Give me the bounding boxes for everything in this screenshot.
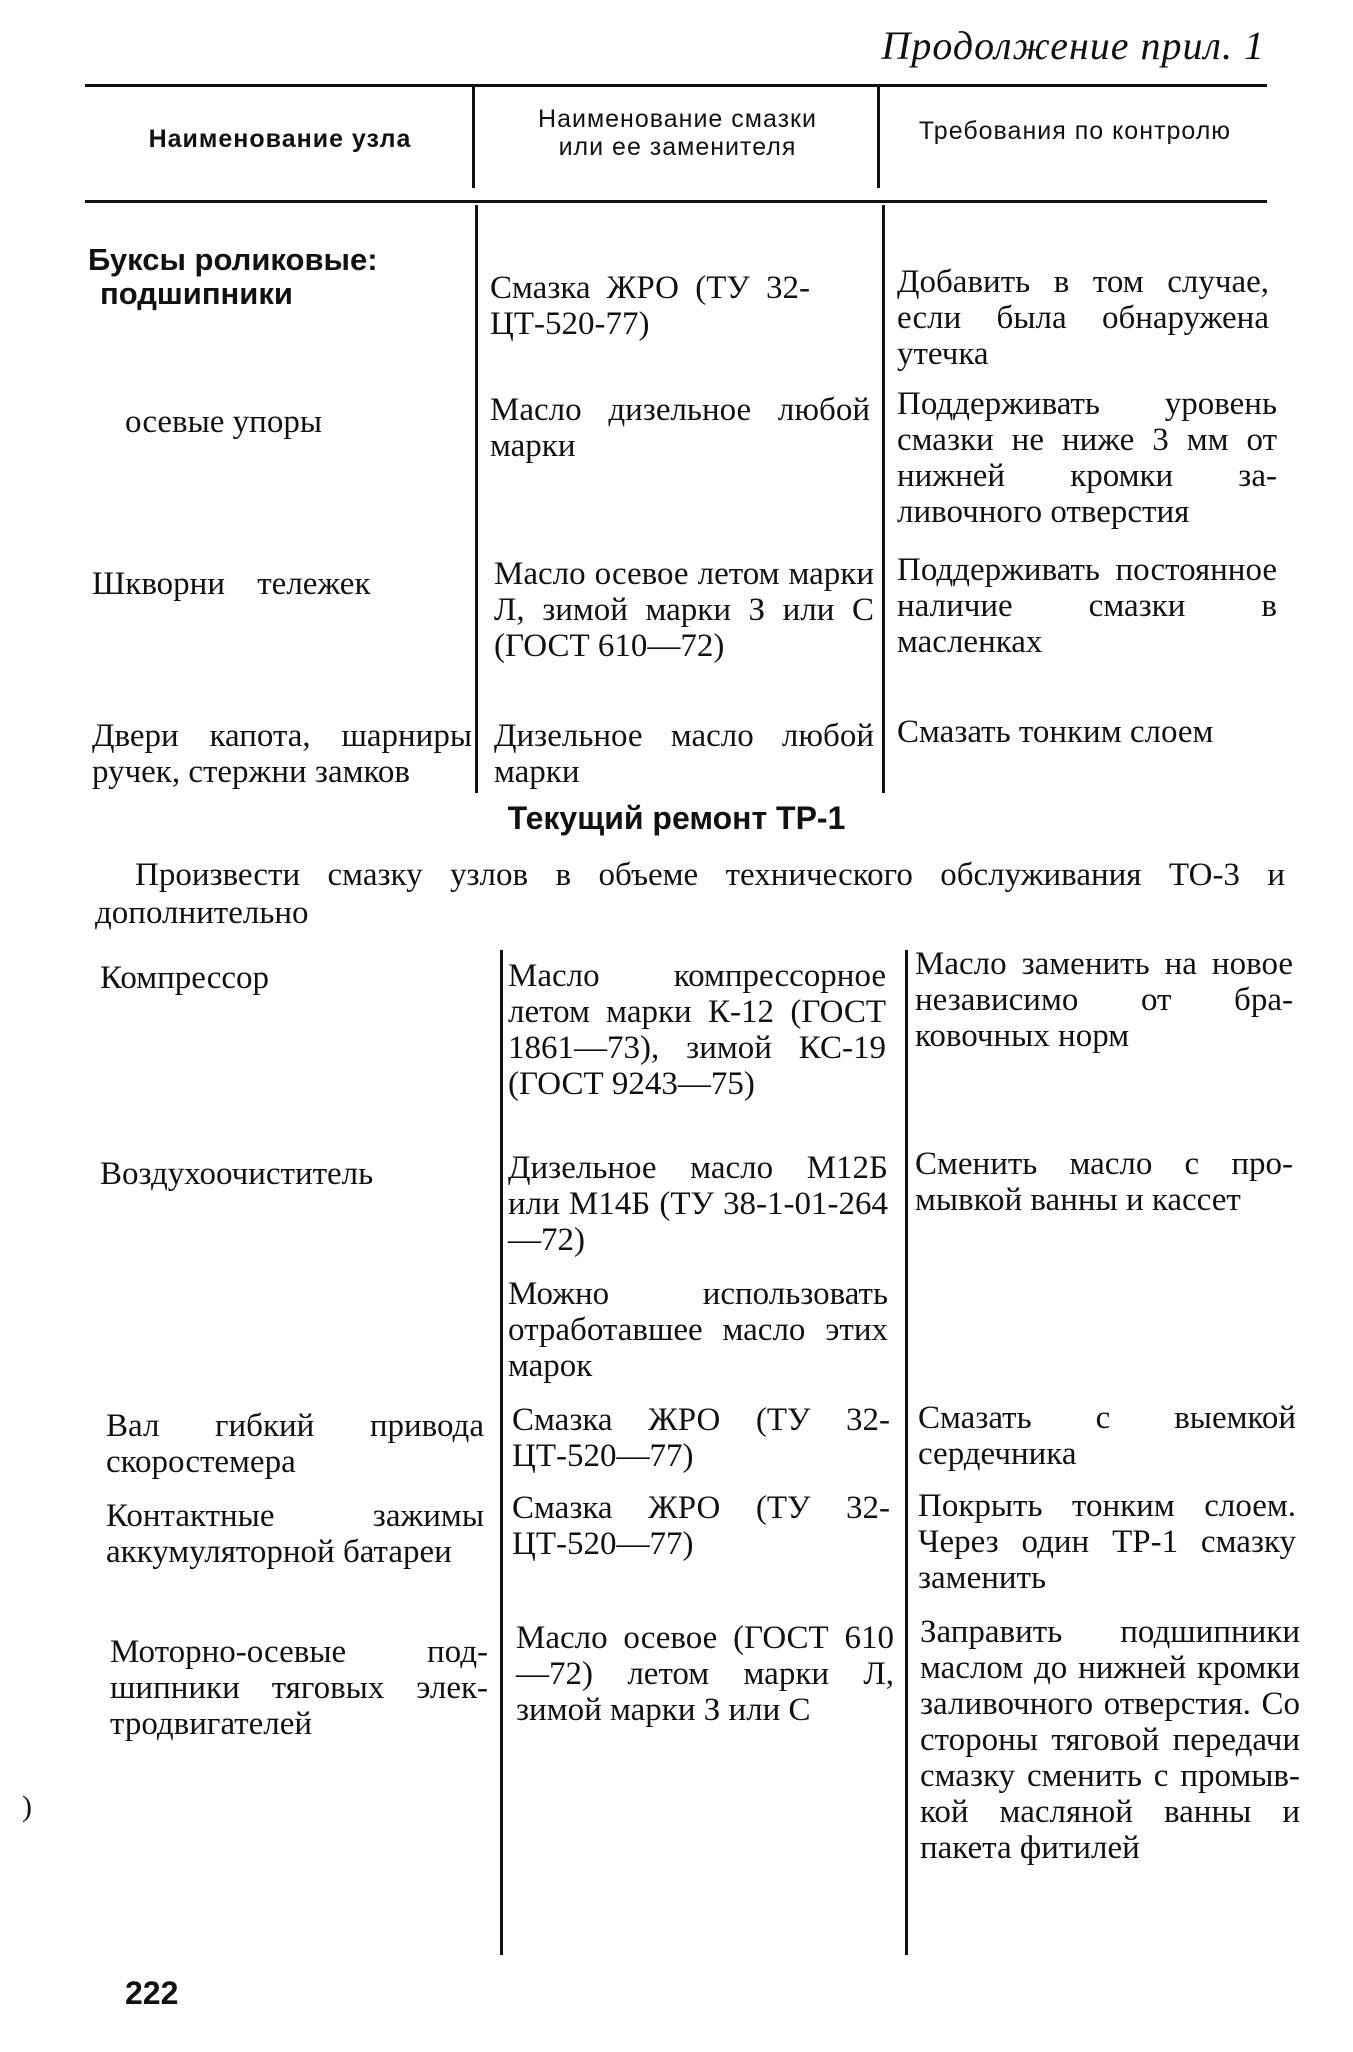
table2-row2-requirement: Сменить масло с промывкой ванны и кассет (915, 1146, 1293, 1218)
table1-divider-1 (475, 205, 478, 793)
table1-row4-lubricant: Дизельное масло любой марки (494, 718, 874, 790)
header-divider-1 (472, 84, 475, 188)
table2-divider-1 (500, 950, 503, 1955)
table2-row2-lubricant-note: Можно использовать отработавшее масло этих марок (508, 1276, 888, 1384)
section-title: Текущий ремонт ТР-1 (507, 800, 846, 836)
header-requirement: Требования по контролю (918, 117, 1232, 145)
scan-mark: ) (22, 1790, 32, 1823)
table2-row1-unit: Компрессор (100, 960, 270, 996)
table2-row3-unit: Вал гибкий привода скоростемера (106, 1408, 484, 1480)
header-divider-2 (877, 84, 880, 188)
intro-paragraph: Произвести смазку узлов в объеме технического обслуживания ТО-3 и дополнительно (95, 857, 1285, 931)
header-lubricant-line1: Наименование смазки (538, 105, 817, 133)
table2-row5-lubricant: Масло осевое (ГОСТ 610—72) летом марки Л, зимой марки З или С (516, 1620, 894, 1728)
table1-row4-requirement: Смазать тонким слоем (897, 714, 1214, 750)
table2-divider-2 (905, 950, 908, 1955)
table2-row3-lubricant: Смазка ЖРО (ТУ 32-ЦТ-520—77) (512, 1402, 890, 1474)
table1-divider-2 (882, 205, 885, 793)
table1-row2-requirement: Поддерживать уровень смазки не ниже 3 мм от нижней кромки заливочного отверстия (897, 386, 1277, 530)
table-header-bottom-rule (85, 200, 1267, 203)
page-number: 222 (125, 1975, 179, 2011)
table1-row2-lubricant: Масло дизельное любой марки (490, 392, 870, 464)
header-unit: Наименование узла (148, 125, 412, 153)
table2-row4-lubricant: Смазка ЖРО (ТУ 32-ЦТ-520—77) (512, 1490, 890, 1562)
table1-row1-unit-line2: подшипники (100, 276, 293, 311)
table1-row1-lubricant: Смазка ЖРО (ТУ 32-ЦТ-520-77) (490, 270, 810, 342)
table2-row1-lubricant: Масло компрессорное летом марки К-12 (ГОСТ 1861—73), зимой КС-19 (ГОСТ 9243—75) (508, 958, 886, 1102)
table1-row2-unit: осевые упоры (125, 404, 323, 440)
header-lubricant-line2: или ее заменителя (558, 133, 797, 161)
running-head: Продолжение прил. 1 (881, 23, 1265, 68)
table1-row3-lubricant: Масло осевое летом марки Л, зимой марки З или С (ГОСТ 610—72) (494, 556, 874, 664)
table2-row3-requirement: Смазать с выемкой сердечника (918, 1400, 1296, 1472)
table1-row1-requirement: Добавить в том случае, если была обнаружена утечка (897, 264, 1269, 372)
table1-row3-requirement: Поддерживать постоянное наличие смазки в масленках (897, 552, 1277, 660)
table1-row4-unit: Двери капота, шарниры ручек, стержни замков (92, 718, 472, 790)
table2-row5-unit: Моторно-осевые подшипники тяговых электродвигателей (110, 1634, 488, 1742)
table2-row2-unit: Воздухоочиститель (100, 1156, 374, 1192)
table2-row4-requirement: Покрыть тонким слоем. Через один ТР-1 смазку заменить (918, 1488, 1296, 1596)
table2-row5-requirement: Заправить подшипники маслом до нижней кромки заливочного отверстия. Со стороны тяговой передачи смазку сменить с промывкой масляной ванны и пакета фитилей (920, 1614, 1300, 1866)
table1-row3-unit: Шкворни тележек (92, 566, 371, 602)
table2-row1-requirement: Масло заменить на новое независимо от браковочных норм (915, 946, 1293, 1054)
table-top-rule (85, 84, 1267, 87)
table2-row2-lubricant: Дизельное масло М12Б или М14Б (ТУ 38-1-01-264—72) (508, 1150, 888, 1258)
table2-row4-unit: Контактные зажимы аккумуляторной батареи (106, 1498, 484, 1570)
table1-row1-unit-line1: Буксы роликовые: (88, 242, 378, 277)
